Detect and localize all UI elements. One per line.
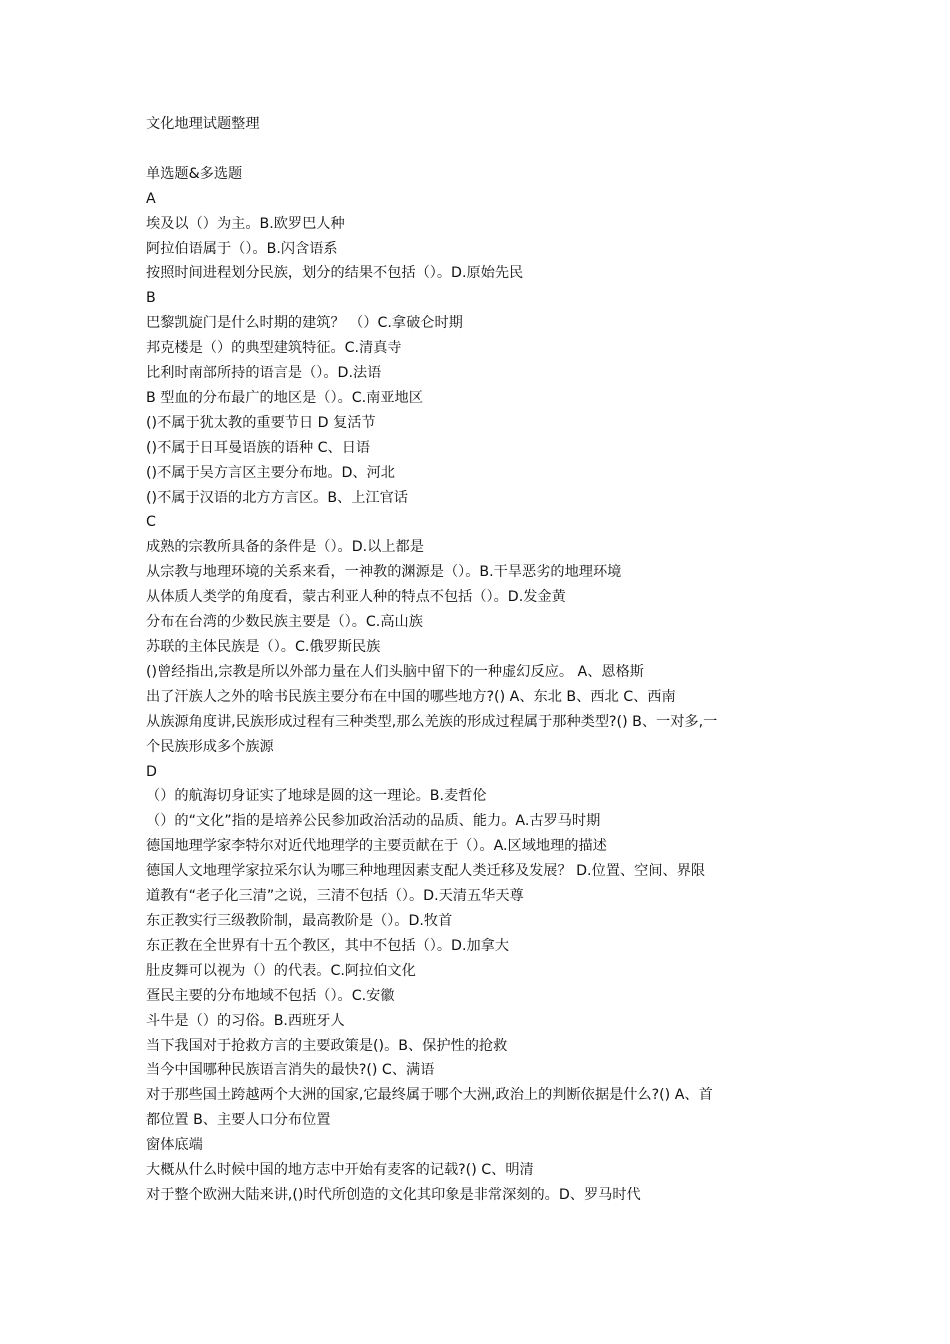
document-title: 文化地理试题整理 xyxy=(146,116,260,132)
question-line: ()不属于日耳曼语族的语种 C、日语 xyxy=(146,439,371,456)
question-line: 出了汗族人之外的啥书民族主要分布在中国的哪些地方?() A、东北 B、西北 C、西南 xyxy=(146,688,676,705)
question-line: 斗牛是（）的习俗。B.西班牙人 xyxy=(146,1012,345,1029)
group-letter: D xyxy=(146,763,157,780)
question-group-d xyxy=(146,760,818,1208)
question-line: 苏联的主体民族是（）。C.俄罗斯民族 xyxy=(146,639,381,656)
question-line: 对于整个欧洲大陆来讲,()时代所创造的文化其印象是非常深刻的。D、罗马时代 xyxy=(146,1186,641,1203)
question-line: 当今中国哪种民族语言消失的最快?() C、满语 xyxy=(146,1062,435,1079)
question-line: 窗体底端 xyxy=(146,1137,203,1154)
question-line: 肚皮舞可以视为（）的代表。C.阿拉伯文化 xyxy=(146,962,416,979)
question-line: 东正教在全世界有十五个教区，其中不包括（）。D.加拿大 xyxy=(146,937,510,954)
question-line: 成熟的宗教所具备的条件是（）。D.以上都是 xyxy=(146,539,424,556)
question-line: 德国人文地理学家拉采尔认为哪三种地理因素支配人类迁移及发展？ D.位置、空间、界限 xyxy=(146,863,706,880)
question-line: ()曾经指出,宗教是所以外部力量在人们头脑中留下的一种虚幻反应。 A、恩格斯 xyxy=(146,663,644,680)
question-line: ()不属于犹太教的重要节日 D 复活节 xyxy=(146,414,376,431)
question-line: 按照时间进程划分民族，划分的结果不包括（）。D.原始先民 xyxy=(146,265,524,282)
question-group-b xyxy=(146,286,818,510)
question-group-a xyxy=(146,187,818,287)
question-line: 当下我国对于抢救方言的主要政策是()。B、保护性的抢救 xyxy=(146,1037,508,1054)
question-line: 德国地理学家李特尔对近代地理学的主要贡献在于（）。A.区域地理的描述 xyxy=(146,838,607,855)
question-line: （）的“文化”指的是培养公民参加政治活动的品质、能力。A.古罗马时期 xyxy=(146,813,601,830)
group-letter: A xyxy=(146,190,156,207)
section-heading: 单选题&多选题 xyxy=(146,165,243,182)
question-line: 对于那些国土跨越两个大洲的国家,它最终属于哪个大洲,政治上的判断依据是什么?() A、首 xyxy=(146,1087,713,1104)
question-line: 疍民主要的分布地域不包括（）。C.安徽 xyxy=(146,987,395,1004)
blank-line xyxy=(146,137,818,162)
question-line: ()不属于吴方言区主要分布地。D、河北 xyxy=(146,464,395,481)
question-line: 从宗教与地理环境的关系来看，一神教的渊源是（）。B.干旱恶劣的地理环境 xyxy=(146,564,622,581)
question-line: 个民族形成多个族源 xyxy=(146,738,274,755)
question-line: 道教有“老子化三清”之说，三清不包括（）。D.天清五华天尊 xyxy=(146,888,524,905)
group-letter: C xyxy=(146,514,156,531)
question-line: 分布在台湾的少数民族主要是（）。C.高山族 xyxy=(146,614,423,631)
question-line: 都位置 B、主要人口分布位置 xyxy=(146,1112,331,1129)
question-line: ()不属于汉语的北方方言区。B、上江官话 xyxy=(146,489,408,506)
question-line: 埃及以（）为主。B.欧罗巴人种 xyxy=(146,215,345,232)
question-group-c xyxy=(146,510,818,759)
question-line: 大概从什么时候中国的地方志中开始有麦客的记载?() C、明清 xyxy=(146,1162,534,1179)
question-line: 从体质人类学的角度看，蒙古利亚人种的特点不包括（）。D.发金黄 xyxy=(146,589,566,606)
question-line: 巴黎凯旋门是什么时期的建筑？ （）C.拿破仑时期 xyxy=(146,315,463,332)
question-line: 东正教实行三级教阶制，最高教阶是（）。D.牧首 xyxy=(146,912,453,929)
document-page xyxy=(146,112,818,1208)
question-line: 从族源角度讲,民族形成过程有三种类型,那么羌族的形成过程属于那种类型?() B、一对多,一 xyxy=(146,713,718,730)
question-line: 阿拉伯语属于（）。B.闪含语系 xyxy=(146,240,338,257)
question-line: B 型血的分布最广的地区是（）。C.南亚地区 xyxy=(146,389,423,406)
question-line: （）的航海切身证实了地球是圆的这一理论。B.麦哲伦 xyxy=(146,788,487,805)
question-line: 邦克楼是（）的典型建筑特征。C.清真寺 xyxy=(146,340,402,357)
question-line: 比利时南部所持的语言是（）。D.法语 xyxy=(146,365,382,382)
group-letter: B xyxy=(146,290,156,307)
